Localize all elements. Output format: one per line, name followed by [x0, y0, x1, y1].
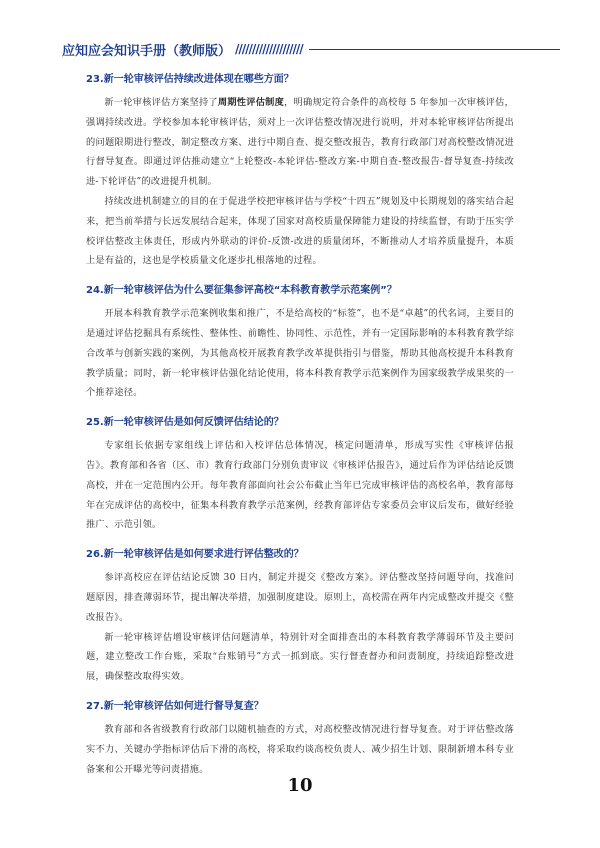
- qa-section-23: [86, 72, 514, 271]
- emphasized-term: 周期性评估制度: [217, 97, 285, 108]
- question-heading: 27.新一轮审核评估如何进行督导复查？: [86, 700, 264, 712]
- answer-paragraph: 新一轮审核评估增设审核评估问题清单，特别针对全面排查出的本科教育教学薄弱环节及主要问题，建立整改工作台账，采取“台账销号”方式一抓到底。实行督查督办和问责制度，持续追踪整改进展，确保整改取得实效。: [86, 631, 514, 683]
- answer-paragraph: [86, 93, 514, 192]
- qa-section-27: [86, 699, 514, 779]
- page-header: [62, 38, 560, 60]
- paragraph-text: ，明确规定符合条件的高校每 5 年参加一次审核评估，强调持续改进。学校参加本轮审核评估，须对上一次评估整改情况进行说明，并对本轮审核评估所提出的问题限期进行整改，制定整改方案、进行中期自查、提交整改报告，教育行政部门对高校整改情况进行督导复查。即通过评估推动建立“上轮整改-本轮评估-整改方案-中期自查-整改报告-督导复查-持续改进-下轮评估”的改进提升机制。: [86, 97, 515, 188]
- answer-paragraph: 参评高校应在评估结论反馈 30 日内，制定并提交《整改方案》。评估整改坚持问题导向，找准问题原因，排查薄弱环节，提出解决举措，加强制度建设。原则上，高校需在两年内完成整改并提交《整改报告》。: [86, 572, 514, 623]
- handbook-title: 应知应会知识手册（教师版）: [62, 43, 232, 59]
- header-decoration: ////////////////////: [235, 42, 303, 56]
- question-heading: 23.新一轮审核评估持续改进体现在哪些方面？: [86, 74, 294, 85]
- header-rule: [309, 49, 560, 50]
- paragraph-text: 新一轮审核评估方案坚持了: [104, 97, 218, 108]
- question-heading: 25.新一轮审核评估是如何反馈评估结论的？: [86, 417, 284, 429]
- question-heading: 26.新一轮审核评估是如何要求进行评估整改的？: [86, 549, 304, 561]
- answer-paragraph: 专家组长依据专家组线上评估和入校评估总体情况，核定问题清单，形成写实性《审核评估报告》。教育部和各省（区、市）教育行政部门分别负责审议《审核评估报告》，通过后作为评估结论反馈高校，并在一定范围内公开。每年教育部面向社会公布截止当年已完成审核评估的高校名单，教育部每年在完成评估的高校中，征集本科教育教学示范案例，经教育部评估专家委员会审议后发布，做好经验推广、示范引领。: [86, 440, 514, 531]
- qa-section-24: [86, 283, 514, 403]
- question-heading: 24.新一轮审核评估为什么要征集参评高校“本科教育教学示范案例”？: [86, 285, 397, 297]
- main-content: [86, 72, 514, 779]
- answer-paragraph: 持续改进机制建立的目的在于促进学校把审核评估与学校“十四五”规划及中长期规划的落实结合起来，把当前举措与长远发展结合起来，体现了国家对高校质量保障能力建设的持续监督，有助于压实学校评估整改主体责任，形成内外联动的评价-反馈-改进的质量闭环，不断推动人才培养质量提升，本质上是有益的，这也是学校质量文化逐步扎根落地的过程。: [86, 195, 514, 267]
- qa-section-26: [86, 547, 514, 687]
- answer-paragraph: 教育部和各省级教育行政部门以随机抽查的方式，对高校整改情况进行督导复查。对于评估整改落实不力、关键办学指标评估后下滑的高校，将采取约谈高校负责人、减少招生计划、限制新增本科专业备案和公开曝光等问责措施。: [86, 723, 514, 775]
- qa-section-25: [86, 415, 514, 535]
- answer-paragraph: 开展本科教育教学示范案例收集和推广，不是给高校的“标签”，也不是“卓越”的代名词，主要目的是通过评估挖掘具有系统性、整体性、前瞻性、协同性、示范性，并有一定国际影响的本科教育教学综合改革与创新实践的案例，为其他高校开展教育教学改革提供指引与借鉴，帮助其他高校提升本科教育教学质量；同时，新一轮审核评估强化结论使用，将本科教育教学示范案例作为国家级教学成果奖的一个推荐途径。: [86, 308, 514, 399]
- page-number: 10: [287, 775, 313, 796]
